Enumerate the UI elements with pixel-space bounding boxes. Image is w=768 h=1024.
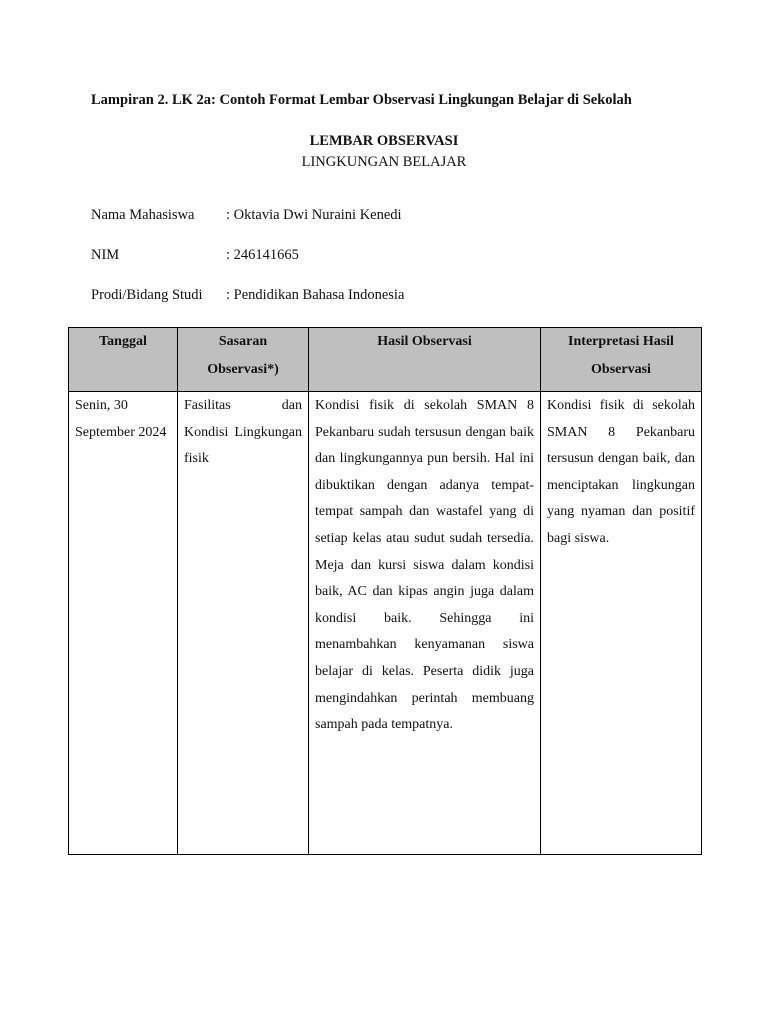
document-title: LEMBAR OBSERVASI (309, 133, 459, 149)
table-row (69, 392, 702, 855)
nama-value: : Oktavia Dwi Nuraini Kenedi (226, 207, 402, 223)
header-sasaran: Sasaran Observasi*) (178, 328, 309, 392)
cell-interpretasi: Kondisi fisik di sekolah SMAN 8 Pekanbaru tersusun dengan baik, dan menciptakan lingkungan yang nyaman dan positif bagi siswa. (541, 392, 702, 855)
observation-table (68, 327, 702, 855)
nama-label: Nama Mahasiswa (91, 207, 195, 223)
cell-sasaran: Fasilitas dan Kondisi Lingkungan fisik (178, 392, 309, 855)
header-hasil: Hasil Observasi (309, 328, 541, 392)
prodi-value: : Pendidikan Bahasa Indonesia (226, 287, 405, 303)
prodi-label: Prodi/Bidang Studi (91, 287, 203, 303)
cell-hasil: Kondisi fisik di sekolah SMAN 8 Pekanbaru sudah tersusun dengan baik dan lingkungannya pun bersih. Hal ini dibuktikan dengan adanya tempat-tempat sampah dan wastafel yang di setiap kelas atau sudut sudah tersedia. Meja dan kursi siswa dalam kondisi baik, AC dan kipas angin juga dalam kondisi baik. Sehingga ini menambahkan kenyamanan siswa belajar di kelas. Peserta didik juga mengindahkan perintah membuang sampah pada tempatnya. (309, 392, 541, 855)
document-subtitle: LINGKUNGAN BELAJAR (301, 154, 467, 170)
header-interpretasi: Interpretasi Hasil Observasi (541, 328, 702, 392)
header-tanggal: Tanggal (69, 328, 178, 392)
info-row-prodi (91, 287, 404, 304)
nim-value: : 246141665 (226, 247, 299, 263)
table-header-row (69, 328, 702, 392)
info-row-nama (91, 207, 402, 224)
cell-tanggal: Senin, 30 September 2024 (69, 392, 178, 855)
nim-label: NIM (91, 247, 120, 263)
info-row-nim (91, 247, 299, 264)
document-heading: Lampiran 2. LK 2a: Contoh Format Lembar Observasi Lingkungan Belajar di Sekolah (91, 92, 632, 108)
